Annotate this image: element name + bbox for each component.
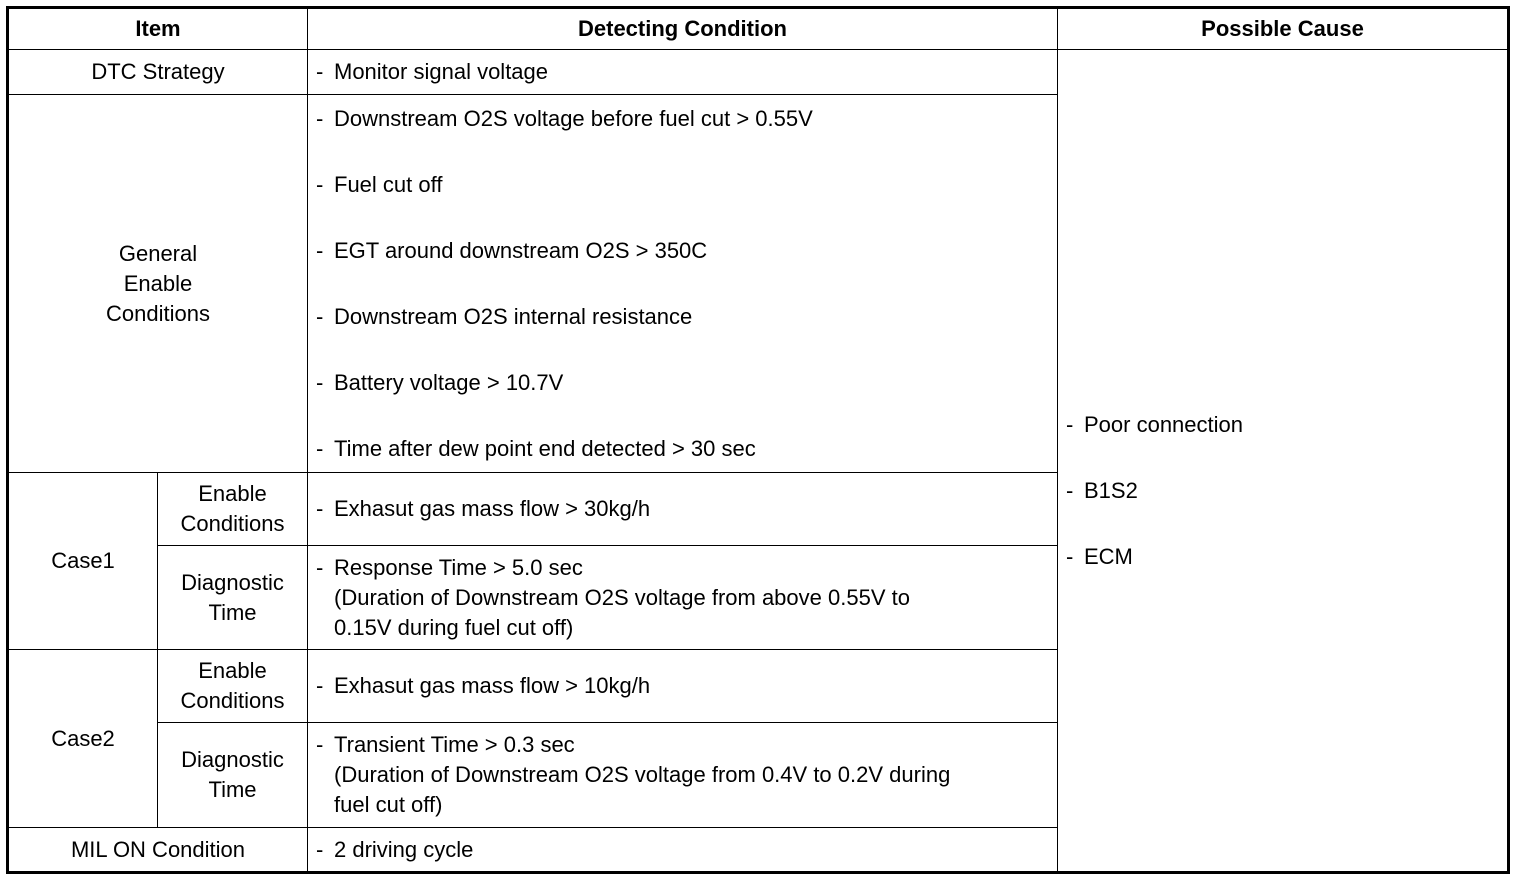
cond-case2-diag bbox=[308, 723, 1058, 828]
label-line: Diagnostic bbox=[181, 569, 284, 595]
condition-item: - Battery voltage > 10.7V bbox=[316, 368, 1057, 398]
dtc-spec-table bbox=[6, 6, 1510, 874]
label-case2-enable bbox=[158, 650, 308, 723]
label-case1-enable bbox=[158, 473, 308, 546]
label-line: Time bbox=[208, 599, 257, 625]
label-general-enable bbox=[8, 95, 308, 473]
label-line: Conditions bbox=[106, 300, 210, 326]
cond-general-enable bbox=[308, 95, 1058, 473]
cond-dtc-strategy bbox=[308, 50, 1058, 95]
cond-case2-enable bbox=[308, 650, 1058, 723]
label-line: Enable bbox=[198, 481, 267, 506]
label-case2: Case2 bbox=[8, 650, 158, 828]
condition-line: (Duration of Downstream O2S voltage from above 0.55V to bbox=[334, 584, 910, 610]
condition-item bbox=[316, 553, 1057, 643]
label-case1: Case1 bbox=[8, 473, 158, 650]
condition-item: - Monitor signal voltage bbox=[316, 57, 1057, 87]
header-item: Item bbox=[8, 8, 308, 50]
cause-item: - B1S2 bbox=[1066, 476, 1507, 506]
label-dtc-strategy: DTC Strategy bbox=[8, 50, 308, 95]
cond-case1-diag bbox=[308, 546, 1058, 650]
label-line: Enable bbox=[198, 658, 267, 683]
condition-item: - Fuel cut off bbox=[316, 170, 1057, 200]
header-detecting-condition: Detecting Condition bbox=[308, 8, 1058, 50]
label-line: Conditions bbox=[180, 511, 285, 536]
condition-item: - 2 driving cycle bbox=[316, 835, 1057, 865]
label-mil-on: MIL ON Condition bbox=[8, 828, 308, 873]
header-possible-cause: Possible Cause bbox=[1058, 8, 1509, 50]
header-row bbox=[8, 8, 1509, 50]
condition-item: - Exhasut gas mass flow > 10kg/h bbox=[316, 671, 1057, 701]
label-line: Diagnostic bbox=[181, 747, 284, 772]
condition-line: - Transient Time > 0.3 sec bbox=[334, 732, 575, 757]
label-case1-diag bbox=[158, 546, 308, 650]
cause-item: - ECM bbox=[1066, 542, 1507, 572]
condition-item: - Downstream O2S voltage before fuel cut > 0.55V bbox=[316, 104, 1057, 134]
label-case2-diag bbox=[158, 723, 308, 828]
condition-item: - Exhasut gas mass flow > 30kg/h bbox=[316, 494, 1057, 524]
condition-line: - Response Time > 5.0 sec bbox=[334, 554, 583, 580]
condition-item: - Time after dew point end detected > 30 sec bbox=[316, 434, 1057, 464]
row-dtc-strategy bbox=[8, 50, 1509, 95]
label-line: Conditions bbox=[180, 688, 285, 713]
possible-cause-cell bbox=[1058, 50, 1509, 873]
condition-item: - Downstream O2S internal resistance bbox=[316, 302, 1057, 332]
cond-mil-on bbox=[308, 828, 1058, 873]
condition-line: fuel cut off) bbox=[334, 792, 443, 817]
label-line: Time bbox=[208, 777, 257, 802]
condition-line: (Duration of Downstream O2S voltage from 0.4V to 0.2V during bbox=[334, 762, 951, 787]
cause-item: - Poor connection bbox=[1066, 410, 1507, 440]
condition-line: 0.15V during fuel cut off) bbox=[334, 614, 574, 640]
cond-case1-enable bbox=[308, 473, 1058, 546]
label-line: Enable bbox=[123, 270, 193, 296]
condition-item bbox=[316, 730, 1057, 820]
label-line: General bbox=[118, 240, 198, 266]
condition-item: - EGT around downstream O2S > 350C bbox=[316, 236, 1057, 266]
